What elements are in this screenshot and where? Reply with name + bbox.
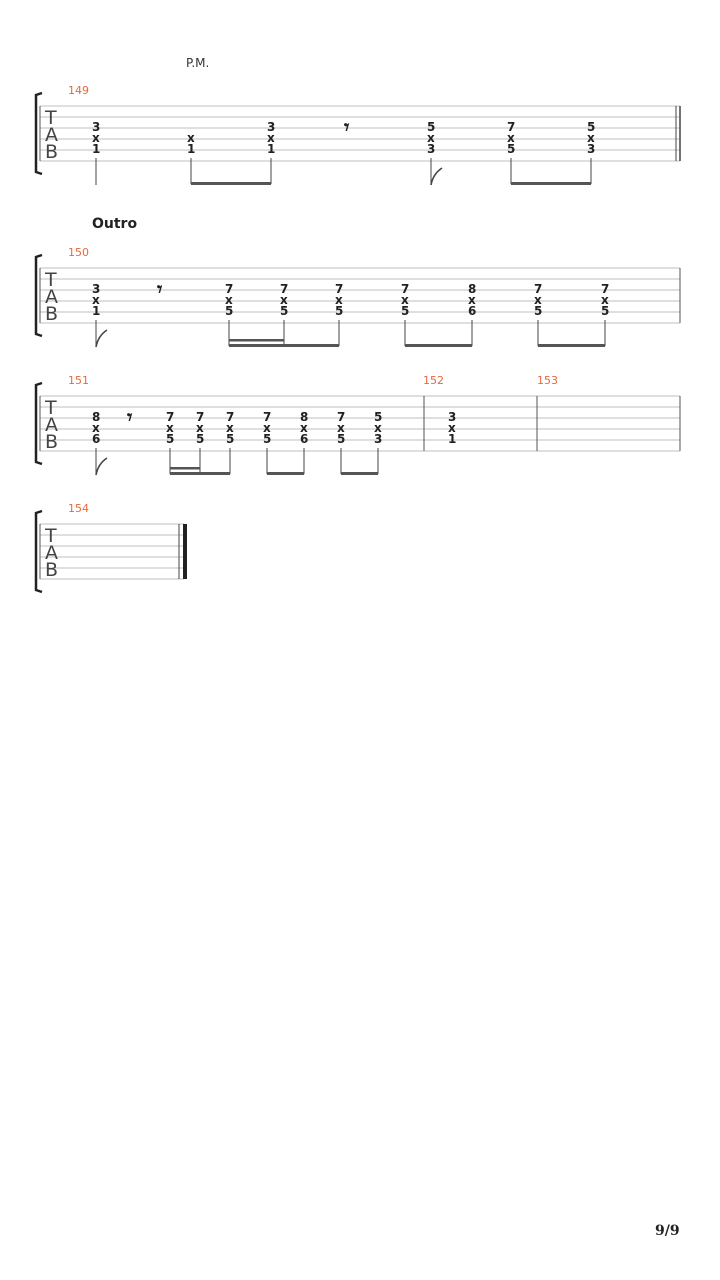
tab-clef-t: T	[45, 107, 57, 129]
rhythm-stems	[96, 320, 605, 347]
fret-number: x	[267, 131, 275, 145]
fret-number: 7	[226, 410, 235, 424]
measure-number: 154	[68, 502, 89, 515]
measure-number: 149	[68, 84, 89, 97]
beam	[538, 344, 605, 347]
tab-clef-t: T	[45, 525, 57, 547]
eighth-flag-icon	[431, 168, 442, 185]
fret-number: x	[448, 421, 456, 435]
tab-clef-a: A	[45, 286, 58, 308]
tab-clef-t: T	[45, 397, 57, 419]
fret-number: x	[263, 421, 271, 435]
fret-number: 5	[226, 432, 235, 446]
staff-lines	[40, 106, 680, 161]
tab-clef-b: B	[45, 141, 59, 163]
system-bracket	[36, 93, 42, 174]
measure-number: 152	[423, 374, 444, 387]
fret-number: x	[166, 421, 174, 435]
fret-number: 5	[601, 304, 610, 318]
fret-number: x	[507, 131, 515, 145]
fret-number: x	[226, 421, 234, 435]
fret-number: 3	[92, 120, 101, 134]
fret-number: 6	[300, 432, 309, 446]
fret-number: 7	[280, 282, 289, 296]
beam	[511, 182, 591, 185]
fret-number: 5	[401, 304, 410, 318]
fret-number: 5	[507, 142, 516, 156]
fret-number: 1	[267, 142, 276, 156]
fret-number: 5	[337, 432, 346, 446]
fret-number: 7	[263, 410, 272, 424]
fret-number: 7	[196, 410, 205, 424]
system-bracket	[36, 383, 42, 464]
fret-number: 3	[448, 410, 457, 424]
beam	[229, 344, 339, 347]
system-1	[36, 56, 680, 185]
rhythm-stems	[96, 158, 591, 185]
fret-number: 7	[507, 120, 516, 134]
fret-number: x	[587, 131, 595, 145]
tab-clef-t: T	[45, 269, 57, 291]
fret-number: x	[92, 293, 100, 307]
fret-number: x	[427, 131, 435, 145]
fret-number: 3	[267, 120, 276, 134]
eighth-rest-icon: 𝄾	[127, 405, 133, 429]
fret-number: 5	[225, 304, 234, 318]
measure-number: 153	[537, 374, 558, 387]
fret-number: 8	[468, 282, 477, 296]
fret-number: 5	[534, 304, 543, 318]
rhythm-stems	[96, 448, 378, 475]
beam	[191, 182, 271, 185]
eighth-flag-icon	[96, 458, 107, 475]
fret-number: x	[468, 293, 476, 307]
fret-number: 3	[587, 142, 596, 156]
fret-number: 5	[427, 120, 436, 134]
fret-number: x	[534, 293, 542, 307]
fret-number: 6	[92, 432, 101, 446]
fret-number: 8	[300, 410, 309, 424]
beam	[341, 472, 378, 475]
eighth-rest-icon: 𝄾	[157, 277, 163, 301]
fret-number: 1	[92, 304, 101, 318]
palm-mute-label: P.M.	[186, 56, 210, 70]
staff-lines	[40, 524, 184, 579]
system-2	[36, 216, 680, 347]
fret-number: 1	[92, 142, 101, 156]
fret-number: 3	[374, 432, 383, 446]
fret-number: 5	[196, 432, 205, 446]
beam	[170, 472, 230, 475]
beam	[267, 472, 304, 475]
fret-number: x	[337, 421, 345, 435]
fret-number: x	[335, 293, 343, 307]
fret-number: x	[300, 421, 308, 435]
fret-number: 5	[335, 304, 344, 318]
tab-clef-a: A	[45, 542, 58, 564]
section-label: Outro	[92, 216, 138, 232]
fret-number: x	[92, 421, 100, 435]
beam	[229, 339, 284, 342]
eighth-rest-icon: 𝄾	[344, 115, 350, 139]
fret-number: x	[187, 131, 195, 145]
measure-number: 150	[68, 246, 89, 259]
fret-number: 7	[401, 282, 410, 296]
fret-number: x	[92, 131, 100, 145]
fret-number: x	[374, 421, 382, 435]
fret-number: 7	[166, 410, 175, 424]
fret-number: 7	[225, 282, 234, 296]
fret-number: 6	[468, 304, 477, 318]
fret-number: 3	[427, 142, 436, 156]
measure-number: 151	[68, 374, 89, 387]
eighth-flag-icon	[96, 330, 107, 347]
system-bracket	[36, 511, 42, 592]
fret-number: 5	[587, 120, 596, 134]
fret-number: 5	[263, 432, 272, 446]
fret-number: 5	[280, 304, 289, 318]
final-barline	[183, 524, 187, 579]
page-number: 9/9	[655, 1223, 680, 1239]
fret-number: 7	[534, 282, 543, 296]
fret-number: 7	[335, 282, 344, 296]
tab-clef-b: B	[45, 431, 59, 453]
tab-clef-b: B	[45, 303, 59, 325]
fret-number: x	[196, 421, 204, 435]
fret-number: 7	[601, 282, 610, 296]
tab-clef-a: A	[45, 414, 58, 436]
fret-number: 8	[92, 410, 101, 424]
system-bracket	[36, 255, 42, 336]
fret-number: 5	[374, 410, 383, 424]
system-3	[36, 374, 680, 475]
fret-number: x	[601, 293, 609, 307]
fret-number: x	[225, 293, 233, 307]
fret-number: 5	[166, 432, 175, 446]
fret-number: 3	[92, 282, 101, 296]
fret-number: x	[401, 293, 409, 307]
staff-lines	[40, 268, 680, 323]
tab-clef-b: B	[45, 559, 59, 581]
system-4	[36, 502, 187, 592]
beam	[170, 467, 200, 470]
beam	[405, 344, 472, 347]
fret-number: 1	[448, 432, 457, 446]
tab-clef-a: A	[45, 124, 58, 146]
fret-number: x	[280, 293, 288, 307]
staff-lines	[40, 396, 680, 451]
fret-number: 1	[187, 142, 196, 156]
fret-number: 7	[337, 410, 346, 424]
